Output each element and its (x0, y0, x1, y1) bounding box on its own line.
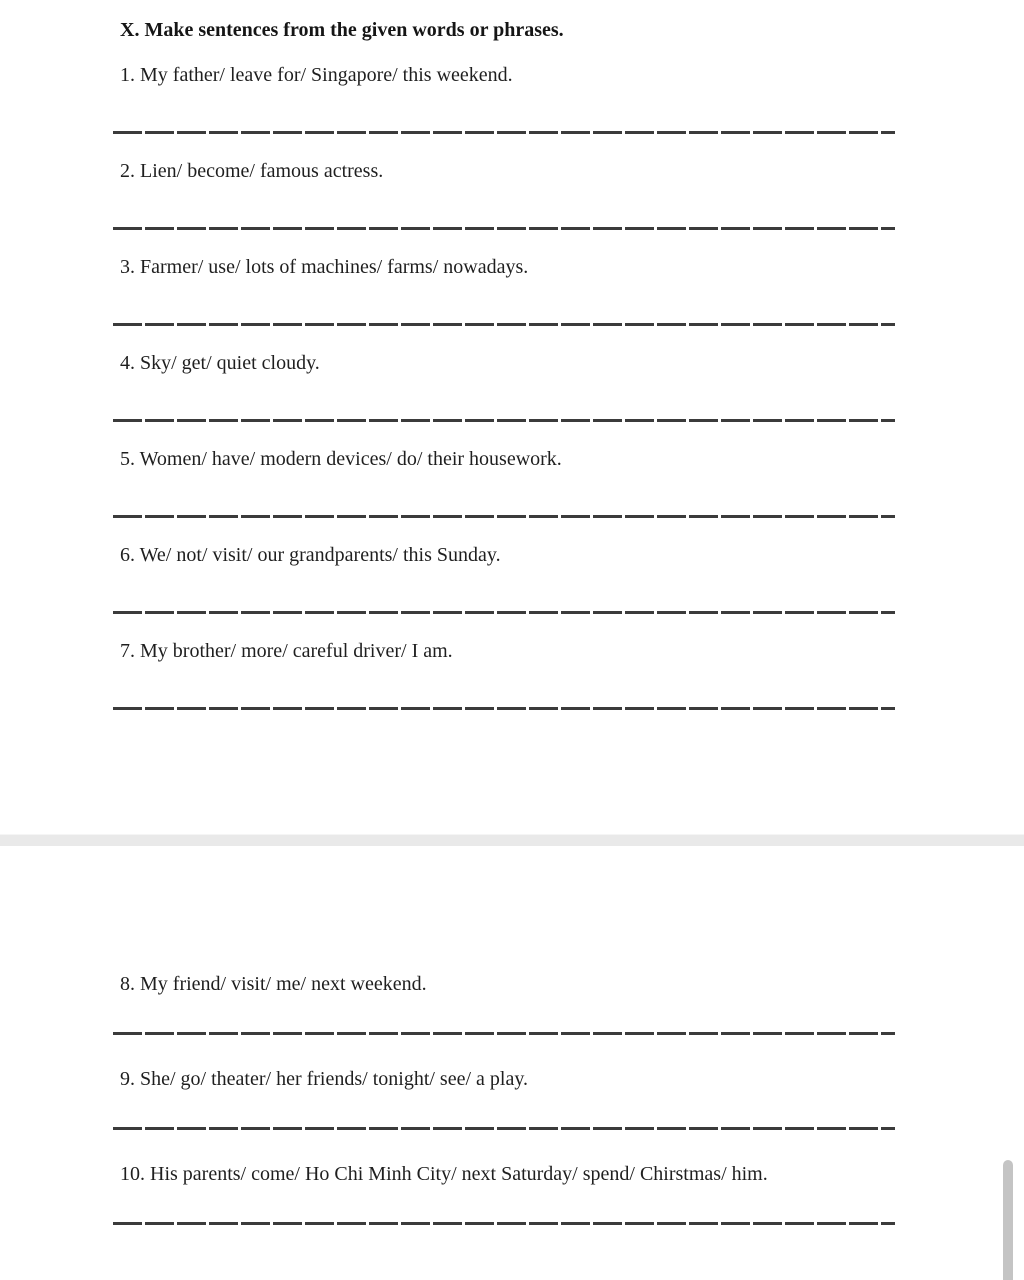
answer-blank-line (113, 1032, 895, 1035)
exercise-prompt: 8. My friend/ visit/ me/ next weekend. (120, 973, 427, 995)
scrollbar-thumb[interactable] (1003, 1160, 1013, 1280)
exercise-prompt: 6. We/ not/ visit/ our grandparents/ this Sunday. (120, 544, 501, 566)
answer-blank-line (113, 131, 895, 134)
section-title: X. Make sentences from the given words or phrases. (120, 19, 564, 41)
answer-blank-line (113, 1222, 895, 1225)
exercise-item (0, 1163, 1024, 1258)
answer-blank-line (113, 707, 895, 710)
answer-blank-line (113, 515, 895, 518)
exercise-prompt: 5. Women/ have/ modern devices/ do/ their housework. (120, 448, 562, 470)
answer-blank-line (113, 419, 895, 422)
document-page-2 (0, 846, 1024, 1280)
exercise-prompt: 7. My brother/ more/ careful driver/ I am. (120, 640, 453, 662)
exercise-item (0, 160, 1024, 256)
answer-blank-line (113, 227, 895, 230)
exercise-list-page-1 (0, 64, 1024, 736)
exercise-item (0, 1068, 1024, 1163)
exercise-item (0, 352, 1024, 448)
exercise-item (0, 544, 1024, 640)
exercise-item (0, 973, 1024, 1068)
exercise-prompt: 2. Lien/ become/ famous actress. (120, 160, 384, 182)
exercise-prompt: 10. His parents/ come/ Ho Chi Minh City/ next Saturday/ spend/ Chirstmas/ him. (120, 1163, 768, 1185)
answer-blank-line (113, 611, 895, 614)
answer-blank-line (113, 1127, 895, 1130)
exercise-item (0, 256, 1024, 352)
exercise-prompt: 3. Farmer/ use/ lots of machines/ farms/ nowadays. (120, 256, 529, 278)
exercise-prompt: 9. She/ go/ theater/ her friends/ tonight/ see/ a play. (120, 1068, 529, 1090)
exercise-list-page-2 (0, 846, 1024, 1258)
exercise-item (0, 640, 1024, 736)
answer-blank-line (113, 323, 895, 326)
page-break-separator (0, 834, 1024, 846)
exercise-prompt: 1. My father/ leave for/ Singapore/ this weekend. (120, 64, 513, 86)
exercise-prompt: 4. Sky/ get/ quiet cloudy. (120, 352, 320, 374)
exercise-item (0, 64, 1024, 160)
exercise-item (0, 448, 1024, 544)
